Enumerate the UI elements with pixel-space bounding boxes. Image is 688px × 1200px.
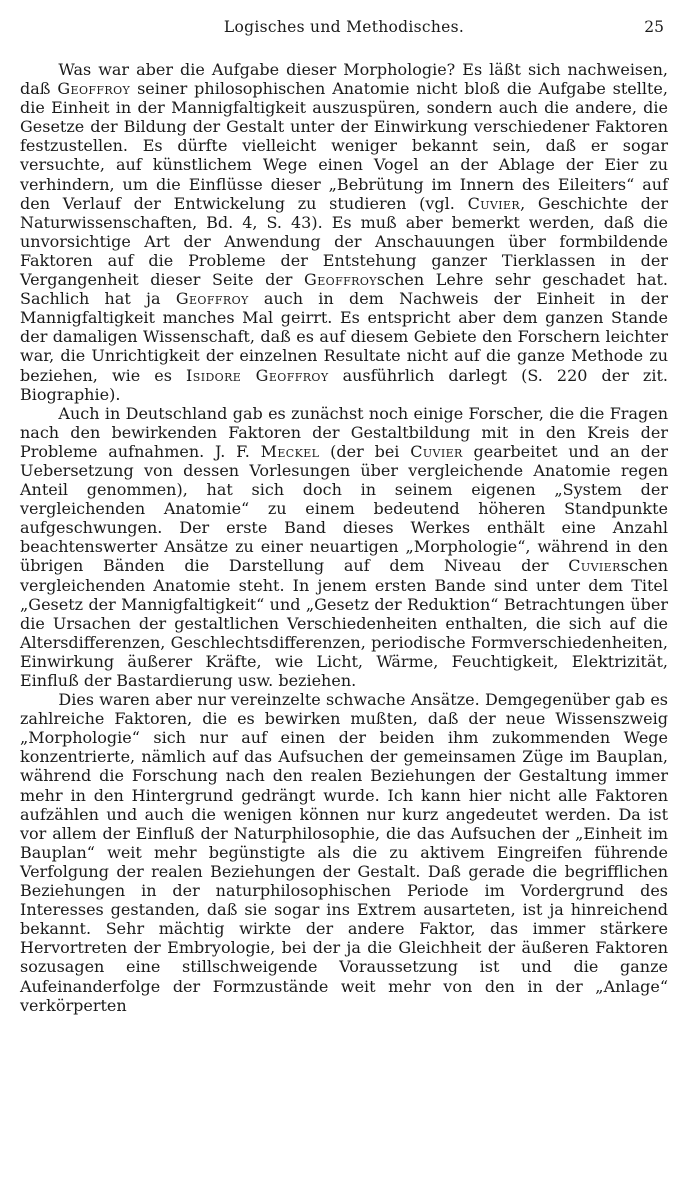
text-run: Was war aber die Aufgabe dieser Morphologie? Es läßt sich nachweisen, daß bbox=[20, 60, 668, 99]
author-name: Isidore Geoffroy bbox=[186, 365, 329, 385]
paragraph-1 bbox=[20, 60, 668, 404]
page-number: 25 bbox=[644, 18, 664, 36]
text-run: Auch in Deutschland gab es zunächst noch einige Forscher, die die Fragen nach den bewirkenden Faktoren der Gestaltbildung mit in den Kreis der Probleme aufnahmen. J. F. bbox=[20, 403, 668, 461]
text-run: , Geschichte der Naturwissenschaften, Bd. 4, S. 43). Es muß aber bemerkt werden, daß die unvorsichtige Art der Anwendung der Anschauungen über formbildende Faktoren auf die Probleme der Entstehung ganzer Tierklassen in der Vergangenheit dieser Seite der bbox=[20, 193, 668, 290]
author-name: Geoffroy bbox=[57, 79, 131, 99]
text-run: Dies waren aber nur vereinzelte schwache Ansätze. Demgegenüber gab es zahlreiche Faktoren, die es bewirken mußten, daß der neue Wissenszweig „Morphologie“ sich nur auf einen der beiden ihm zukommenden Wege konzentrierte, nämlich auf das Aufsuchen der gemeinsamen Züge im Bauplan, während die Forschung nach den realen Beziehungen der Gestaltung immer mehr in den Hintergrund gedrängt wurde. Ich kann hier nicht alle Faktoren aufzählen und auch die wenigen können nur kurz angedeutet werden. Da ist vor allem der Einfluß der Naturphilosophie, die das Aufsuchen der „Einheit im Bauplan“ weit mehr begünstigte als die zu aktivem Eingreifen führende Verfolgung der realen Beziehungen der Gestalt. Daß gerade die begrifflichen Beziehungen in der naturphilosophischen Periode im Vordergrund des Interesses gestanden, daß sie sogar ins Extrem ausarteten, ist ja hinreichend bekannt. Sehr mächtig wirkte der andere Faktor, das immer stärkere Hervortreten der Embryologie, bei der ja die Gleichheit der äußeren Faktoren sozusagen eine stillschweigende Voraussetzung ist und die ganze Aufeinanderfolge der Formzustände weit mehr von den in der „Anlage“ verkörperten bbox=[20, 690, 668, 1015]
text-run: ausführlich darlegt (S. 220 der zit. Biographie). bbox=[20, 365, 668, 404]
body-text bbox=[20, 60, 668, 1015]
text-run: gearbeitet und an der Uebersetzung von dessen Vorlesungen über vergleichende Anatomie regen Anteil genommen), hat sich doch in seinem eigenen „System der vergleichenden Anatomie“ zu einem bedeutend höheren Standpunkte aufgeschwungen. Der erste Band dieses Werkes enthält eine Anzahl beachtenswerter Ansätze zu einer neuartigen „Morphologie“, während in den übrigen Bänden die Darstellung auf dem Niveau der bbox=[20, 441, 669, 576]
text-run: (der bei bbox=[319, 441, 411, 461]
running-header bbox=[20, 18, 668, 44]
author-name: Cuvier bbox=[410, 441, 463, 461]
text-run: schen vergleichenden Anatomie steht. In jenem ersten Bande sind unter dem Titel „Gesetz der Mannigfaltigkeit“ und „Gesetz der Reduktion“ Betrachtungen über die Ursachen der gestaltlichen Verschiedenheiten enthalten, die sich auf die Altersdifferenzen, Geschlechtsdifferenzen, periodische Formverschiedenheiten, Einwirkung äußerer Kräfte, wie Licht, Wärme, Feuchtigkeit, Elektrizität, Einfluß der Bastardierung usw. beziehen. bbox=[20, 556, 668, 690]
author-name: Geoffroy bbox=[304, 270, 377, 290]
author-name: Cuvier bbox=[568, 556, 621, 576]
text-run: schen Lehre sehr geschadet hat. Sachlich hat ja bbox=[20, 270, 668, 309]
author-name: Cuvier bbox=[467, 193, 521, 213]
text-run: auch in dem Nachweis der Einheit in der Mannigfaltigkeit manches Mal geirrt. Es entspricht aber dem ganzen Stande der damaligen Wissenschaft, daß es auf diesem Gebiete den Forschern leichter war, die Unrichtigkeit der einzelnen Resultate nicht auf die ganze Methode zu beziehen, wie es bbox=[20, 289, 668, 385]
running-title: Logisches und Methodisches. bbox=[223, 18, 465, 36]
paragraph-3 bbox=[20, 690, 668, 1015]
author-name: Geoffroy bbox=[175, 289, 249, 309]
text-run: seiner philosophischen Anatomie nicht bloß die Aufgabe stellte, die Einheit in der Mannigfaltigkeit auszuspüren, sondern auch die andere, die Gesetze der Bildung der Gestalt unter der Einwirkung verschiedener Faktoren festzustellen. Es dürfte vielleicht weniger bekannt sein, daß er sogar versuchte, auf künstlichem Wege einen Vogel an der Ablage der Eier zu verhindern, um die Einflüsse dieser „Bebrütung im Innern des Eileiters“ auf den Verlauf der Entwickelung zu studieren (vgl. bbox=[20, 79, 668, 213]
author-name: Meckel bbox=[260, 441, 320, 461]
paragraph-2 bbox=[20, 404, 668, 690]
